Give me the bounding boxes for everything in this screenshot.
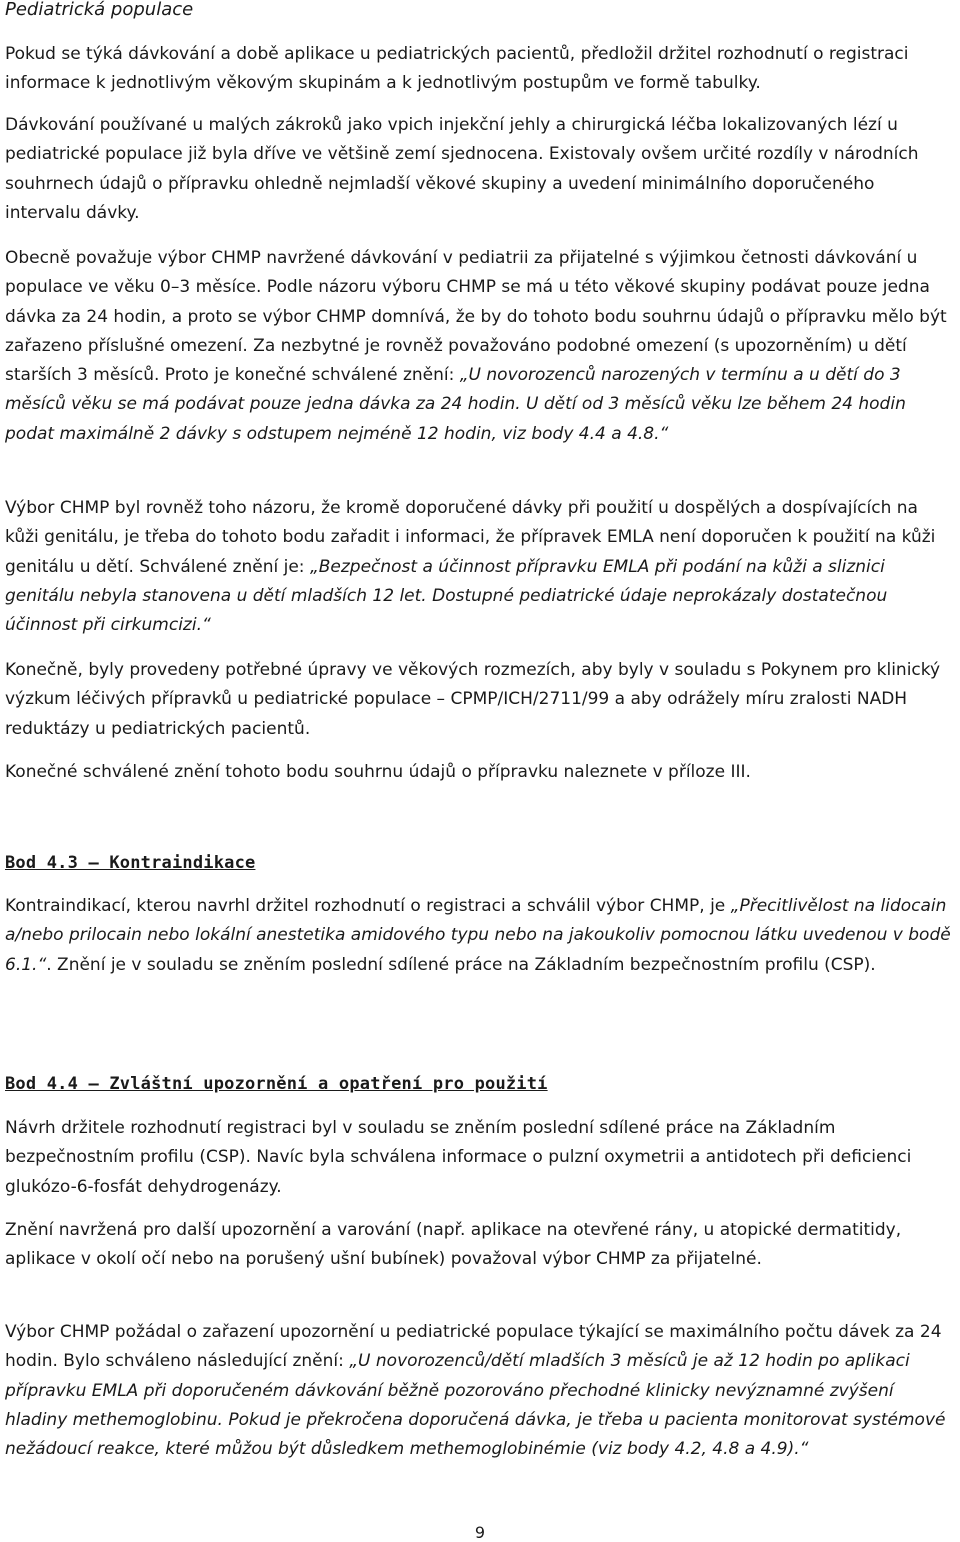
pediatric-paragraph-3-text: Obecně považuje výbor CHMP navržené dávkování v pediatrii za přijatelné s výjimkou četnosti dávkování u populace ve věku 0–3 měsíce. Podle názoru výboru CHMP se má u této věkové skupiny podávat pouze jedna dávka za 24 hodin, a proto se výbor CHMP domnívá, že by do tohoto bodu souhrnu údajů o přípravku mělo být zařazeno příslušné omezení. Za nezbytné je rovněž považováno podobné omezení (s upozorněním) u dětí starších 3 měsíců. Proto je konečné schválené znění: (5, 248, 947, 386)
section-4-4-paragraph-1: Návrh držitele rozhodnutí registraci byl v souladu se zněním poslední sdílené práce na Základním bezpečnostním profilu (CSP). Navíc byla schválena informace o pulzní oxymetrii a antidotech při deficienci glukózo-6-fosfát dehydrogenázy. (5, 1118, 912, 1197)
pediatric-paragraph-4-quote: „Bezpečnost a účinnost přípravku EMLA při podání na kůži a sliznici genitálu nebyla stanovena u dětí mladších 12 let. Dostupné pediatrické údaje neprokázaly dostatečnou účinnost při cirkumcizi.“ (5, 556, 888, 636)
heading-section-4-3: Bod 4.3 – Kontraindikace (5, 853, 256, 873)
pediatric-paragraph-3-quote: „U novorozenců narozených v termínu a u dětí do 3 měsíců věku se má podávat pouze jedna dávka za 24 hodin. U dětí od 3 měsíců věku lze během 24 hodin podat maximálně 2 dávky s odstupem nejméně 12 hodin, viz body 4.4 a 4.8.“ (5, 365, 906, 444)
section-4-4-paragraph-3-text: Výbor CHMP požádal o zařazení upozornění u pediatrické populace týkající se maximálního počtu dávek za 24 hodin. Bylo schváleno následující znění: (5, 1322, 942, 1372)
pediatric-paragraph-3 (5, 244, 955, 449)
pediatric-paragraph-4 (5, 494, 955, 640)
page-number: 9 (474, 1523, 486, 1542)
section-4-4-paragraph-2: Znění navržená pro další upozornění a varování (např. aplikace na otevřené rány, u atopické dermatitidy, aplikace v okolí očí nebo na porušený ušní bubínek) považoval výbor CHMP za přijatelné. (5, 1220, 902, 1270)
pediatric-paragraph-5: Konečně, byly provedeny potřebné úpravy ve věkových rozmezích, aby byly v souladu s Pokynem pro klinický výzkum léčivých přípravků u pediatrické populace – CPMP/ICH/2711/99 a aby odrážely míru zralosti NADH reduktázy u pediatrických pacientů. (5, 660, 941, 739)
pediatric-paragraph-2: Dávkování používané u malých zákroků jako vpich injekční jehly a chirurgická léčba lokalizovaných lézí u pediatrické populace již byla dříve ve většině zemí sjednocena. Existovaly ovšem určité rozdíly v národních souhrnech údajů o přípravku ohledně nejmladší věkové skupiny a uvedení minimálního doporučeného intervalu dávky. (5, 115, 919, 223)
section-4-3-quote: „Přecitlivělost na lidocain a/nebo prilocain nebo lokální anestetika amidového typu nebo na jakoukoliv pomocnou látku uvedenou v bodě 6.1.“ (5, 896, 951, 975)
pediatric-paragraph-4-text: Výbor CHMP byl rovněž toho názoru, že kromě doporučené dávky při použití u dospělých a dospívajících na kůži genitálu, je třeba do tohoto bodu zařadit i informaci, že přípravek EMLA není doporučen k použití na kůži genitálu u dětí. Schválené znění je: (5, 498, 936, 577)
heading-section-4-4: Bod 4.4 – Zvláštní upozornění a opatření pro použití (5, 1074, 548, 1094)
section-4-3-tail: . Znění je v souladu se zněním poslední sdílené práce na Základním bezpečnostním profilu (CSP). (46, 954, 876, 975)
section-4-3-paragraph (5, 892, 955, 980)
section-4-4-paragraph-3-quote: „U novorozenců/dětí mladších 3 měsíců je až 12 hodin po aplikaci přípravku EMLA při doporučeném dávkování běžně pozorováno přechodné klinicky nevýznamné zvýšení hladiny methemoglobinu. Pokud je překročena doporučená dávka, je třeba u pacienta monitorovat systémové nežádoucí reakce, které můžou být důsledkem methemoglobinémie (viz body 4.2, 4.8 a 4.9).“ (5, 1351, 946, 1460)
section-4-4-paragraph-3 (5, 1318, 955, 1464)
pediatric-paragraph-1: Pokud se týká dávkování a době aplikace u pediatrických pacientů, předložil držitel rozhodnutí o registraci informace k jednotlivým věkovým skupinám a k jednotlivým postupům ve formě tabulky. (5, 44, 909, 94)
section-title: Pediatrická populace (5, 0, 194, 20)
section-4-3-text: Kontraindikací, kterou navrhl držitel rozhodnutí o registraci a schválil výbor CHMP, je (5, 896, 731, 916)
pediatric-paragraph-6: Konečné schválené znění tohoto bodu souhrnu údajů o přípravku naleznete v příloze III. (5, 762, 751, 782)
